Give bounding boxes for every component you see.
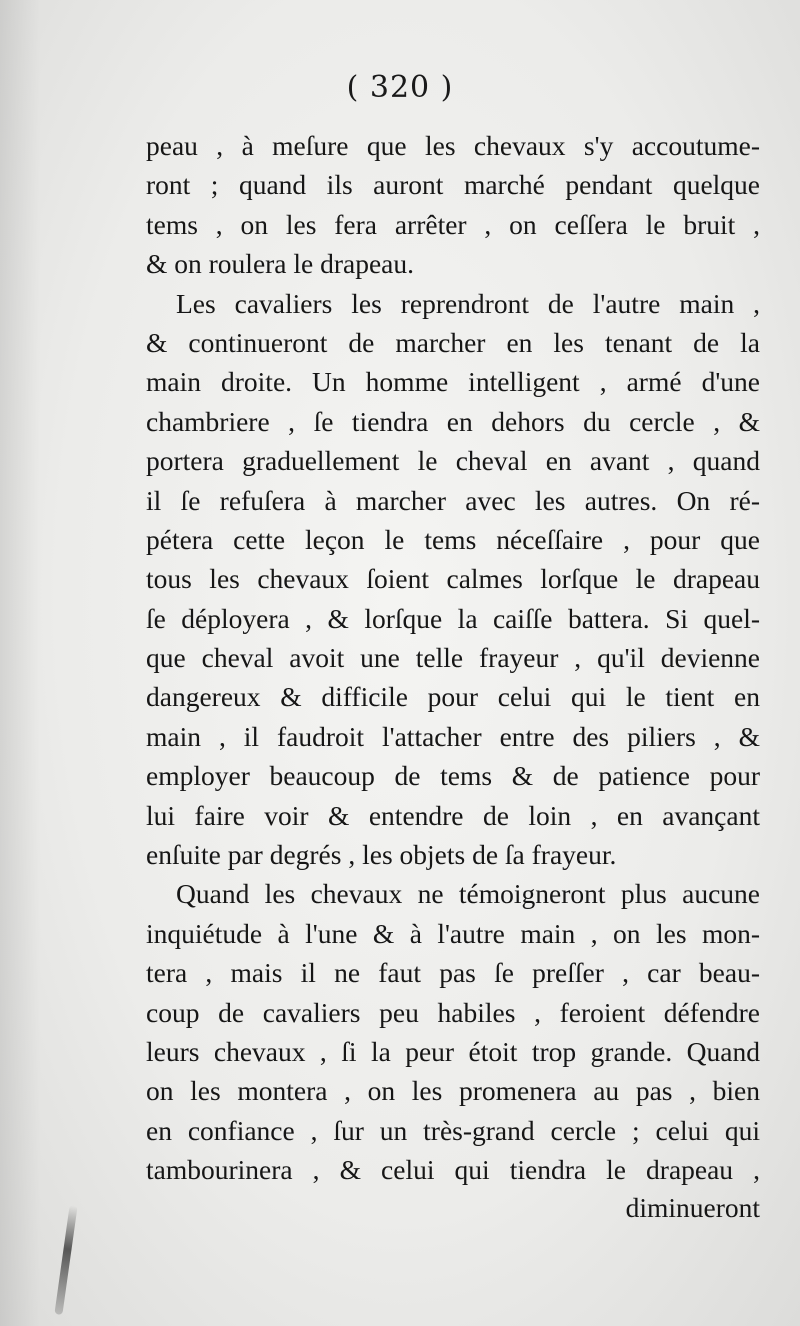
text-line: peau , à meſure que les chevaux s'y accoutume- bbox=[146, 130, 760, 161]
ink-stain-mark bbox=[54, 1205, 77, 1315]
text-line: portera graduellement le cheval en avant , quand bbox=[146, 445, 760, 477]
text-line: main droite. Un homme intelligent , armé d'une bbox=[146, 366, 760, 398]
page-number: ( 320 ) bbox=[346, 70, 454, 105]
catchword: diminueront bbox=[625, 1192, 760, 1223]
text-line: & on roulera le drapeau. bbox=[146, 248, 415, 280]
text-line: inquiétude à l'une & à l'autre main , on les mon- bbox=[146, 917, 760, 949]
text-line: chambriere , ſe tiendra en dehors du cercle , & bbox=[146, 405, 760, 437]
text-line: dangereux & difficile pour celui qui le tient en bbox=[146, 681, 760, 713]
text-line: en confiance , ſur un très-grand cercle ; celui qui bbox=[146, 1114, 760, 1146]
text-line: tambourinera , & celui qui tiendra le drapeau , bbox=[146, 1154, 760, 1186]
text-line: tems , on les fera arrêter , on ceſſera le bruit , bbox=[146, 208, 760, 240]
text-line: ſe déployera , & lorſque la caiſſe battera. Si quel- bbox=[146, 602, 760, 634]
text-line: on les montera , on les promenera au pas , bien bbox=[146, 1075, 760, 1107]
text-line: employer beaucoup de tems & de patience pour bbox=[146, 760, 760, 792]
text-line: leurs chevaux , ſi la peur étoit trop grande. Quand bbox=[146, 1035, 760, 1067]
page-edge-shadow bbox=[0, 0, 40, 1326]
text-line: lui faire voir & entendre de loin , en avançant bbox=[146, 799, 760, 831]
text-line: main , il faudroit l'attacher entre des piliers , & bbox=[146, 720, 760, 752]
text-line: ront ; quand ils auront marché pendant quelque bbox=[146, 169, 760, 201]
text-line: Les cavaliers les reprendront de l'autre main , bbox=[176, 287, 760, 319]
text-line: Quand les chevaux ne témoigneront plus aucune bbox=[176, 878, 760, 910]
text-line: coup de cavaliers peu habiles , feroient défendre bbox=[146, 996, 760, 1028]
text-line: enſuite par degrés , les objets de ſa frayeur. bbox=[146, 839, 617, 871]
text-line: il ſe refuſera à marcher avec les autres. On ré- bbox=[146, 484, 760, 516]
text-line: que cheval avoit une telle frayeur , qu'il devienne bbox=[146, 642, 760, 674]
text-line: & continueront de marcher en les tenant de la bbox=[146, 326, 760, 358]
text-line: tous les chevaux ſoient calmes lorſque le drapeau bbox=[146, 563, 760, 595]
text-line: tera , mais il ne faut pas ſe preſſer , car beau- bbox=[146, 957, 760, 989]
text-line: pétera cette leçon le tems néceſſaire , pour que bbox=[146, 523, 760, 555]
body-text bbox=[146, 126, 760, 1190]
